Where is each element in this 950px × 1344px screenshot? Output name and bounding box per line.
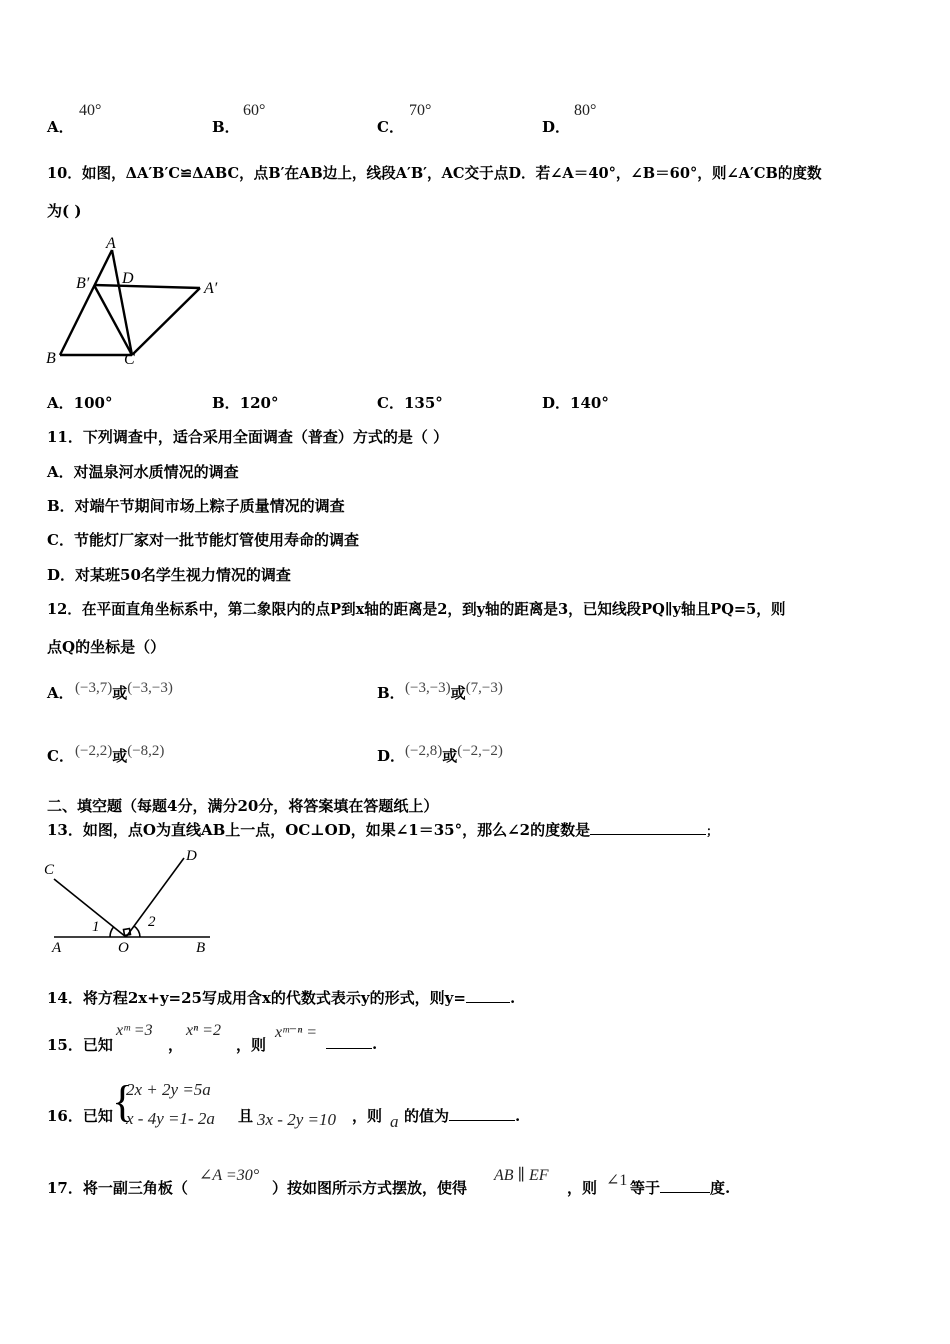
coordinate-first: (−2,2)	[75, 743, 113, 759]
q14-tail: .	[509, 989, 516, 1007]
q16-system-eq1: 2x + 2y =5a	[126, 1080, 211, 1099]
option-letter: A．	[47, 118, 74, 136]
q13-figure	[40, 848, 220, 958]
q15-answer	[326, 1034, 377, 1053]
q9-option-b-value: 60°	[243, 102, 266, 119]
q15-eq1: xᵐ =3	[116, 1022, 153, 1039]
q10-option-c	[377, 392, 443, 413]
q16-and: 且	[238, 1107, 254, 1125]
q17-mid: ）按如图所示方式摆放，使得	[272, 1179, 468, 1197]
q15-expr: xᵐ⁻ⁿ =	[275, 1024, 318, 1041]
q16-tail: .	[515, 1107, 521, 1125]
coordinate-first: (−3,7)	[75, 680, 113, 696]
q12-stem-line2: 点Q的坐标是（）	[47, 638, 166, 656]
coordinate-first: (−2,8)	[405, 743, 443, 759]
q16-answer	[404, 1105, 520, 1126]
label-b: B	[46, 350, 56, 367]
segment-b-prime-a-prime	[94, 285, 200, 288]
q10-option-d	[542, 392, 609, 413]
option-letter: D．	[377, 747, 406, 765]
q10-stem-line2: 为( )	[47, 202, 82, 220]
q12-option-a-answer	[75, 676, 173, 702]
answer-blank[interactable]	[449, 1106, 515, 1121]
q9-option-d	[542, 116, 570, 137]
q16-system-eq2: x - 4y =1- 2a	[126, 1109, 215, 1128]
q16-then: ，则	[352, 1107, 383, 1125]
q10-option-a	[47, 392, 112, 413]
label-o: O	[118, 940, 129, 956]
q10-option-b	[212, 392, 279, 413]
angle-2-arc	[134, 926, 140, 937]
option-letter: D．	[542, 118, 571, 136]
option-letter: B．	[212, 118, 240, 136]
coordinate-second: (−8,2)	[127, 743, 165, 759]
segment-ac	[112, 250, 132, 355]
q15-prefix: 15．已知	[47, 1036, 113, 1054]
q15-then: ，则	[236, 1036, 267, 1054]
q15-comma: ，	[168, 1036, 184, 1054]
q16-var: a	[390, 1112, 399, 1131]
label-d: D	[122, 270, 134, 287]
q12-option-c-answer	[75, 739, 165, 765]
option-value: 140°	[570, 394, 609, 412]
q11-option-d: D．对某班50名学生视力情况的调查	[47, 566, 291, 584]
q13-text: 13．如图，点O为直线AB上一点，OC⊥OD，如果∠1＝35°，那么∠2的度数是	[47, 821, 591, 839]
q14-stem	[47, 987, 515, 1008]
ray-oc	[54, 879, 126, 937]
option-letter: B．	[377, 684, 405, 702]
q13-tail: ；	[706, 824, 719, 838]
q12-option-d	[377, 745, 405, 766]
q10-stem-line1: 10．如图，ΔA′B′C≌ΔABC，点B′在AB边上，线段A′B′，AC交于点D．若∠A＝40°，∠B＝60°，则∠A′CB的度数	[47, 165, 822, 182]
right-angle-mark	[124, 929, 131, 936]
q11-stem: 11．下列调查中，适合采用全面调查（普查）方式的是（ ）	[47, 428, 449, 446]
coordinate-second: (−3,−3)	[127, 680, 173, 696]
or-word: 或	[112, 747, 128, 765]
q16-suffix: 的值为	[404, 1107, 450, 1125]
option-letter: C．	[47, 747, 74, 765]
q17-prefix: 17．将一副三角板（	[47, 1179, 188, 1197]
angle-1-arc	[110, 927, 114, 937]
q17-angle: ∠A =30°	[199, 1167, 260, 1184]
answer-blank[interactable]	[326, 1034, 372, 1049]
q10-figure	[40, 230, 240, 370]
q9-option-c-value: 70°	[409, 102, 432, 119]
q12-option-b	[377, 682, 405, 703]
q9-option-c	[377, 116, 404, 137]
q9-option-d-value: 80°	[574, 102, 597, 119]
option-letter: D．	[542, 394, 571, 412]
option-letter: A．	[47, 684, 74, 702]
q11-option-a: A．对温泉河水质情况的调查	[47, 463, 239, 481]
or-word: 或	[112, 684, 128, 702]
label-angle-1: 1	[92, 919, 100, 935]
answer-blank[interactable]	[466, 988, 510, 1003]
label-c: C	[124, 351, 135, 368]
or-word: 或	[442, 747, 458, 765]
coordinate-first: (−3,−3)	[405, 680, 451, 696]
q17-parallel: AB ∥ EF	[494, 1167, 549, 1184]
label-d: D	[186, 848, 197, 864]
option-value: 120°	[239, 394, 279, 412]
q12-option-a	[47, 682, 74, 703]
or-word: 或	[450, 684, 466, 702]
q12-option-b-answer	[405, 676, 503, 702]
coordinate-second: (7,−3)	[465, 680, 503, 696]
coordinate-second: (−2,−2)	[457, 743, 503, 759]
answer-blank[interactable]	[660, 1178, 710, 1193]
q13-stem	[47, 819, 718, 840]
label-c: C	[44, 862, 55, 878]
q12-stem-line1: 12．在平面直角坐标系中，第二象限内的点P到x轴的距离是2，到y轴的距离是3，已知线段PQ∥y轴且PQ=5，则	[47, 601, 786, 618]
q16-eq3: 3x - 2y =10	[257, 1110, 336, 1129]
q14-text: 14．将方程2x+y=25写成用含x的代数式表示y的形式，则y=	[47, 989, 466, 1007]
q17-angle1: ∠1	[606, 1172, 628, 1189]
q12-option-d-answer	[405, 739, 503, 765]
label-angle-2: 2	[148, 914, 156, 930]
system-brace: {	[112, 1077, 134, 1126]
q9-option-a	[47, 116, 74, 137]
q12-option-c	[47, 745, 74, 766]
option-letter: C．	[377, 394, 404, 412]
option-value: 100°	[73, 394, 113, 412]
q16-prefix: 16．已知	[47, 1107, 113, 1125]
q11-option-c: C．节能灯厂家对一批节能灯管使用寿命的调查	[47, 531, 359, 549]
q9-option-b	[212, 116, 240, 137]
q15-tail: .	[372, 1035, 378, 1053]
label-a: A	[106, 235, 116, 252]
label-b-prime: B′	[76, 275, 90, 292]
q17-then: ，则	[567, 1179, 598, 1197]
label-b: B	[196, 940, 206, 956]
q17-answer	[630, 1177, 730, 1198]
q9-option-a-value: 40°	[79, 102, 102, 119]
option-letter: B．	[212, 394, 240, 412]
q17-suffix: 等于	[630, 1179, 661, 1197]
answer-blank[interactable]	[590, 820, 706, 835]
q11-option-b: B．对端午节期间市场上粽子质量情况的调查	[47, 497, 345, 515]
section-heading: 二、填空题（每题4分，满分20分，将答案填在答题纸上）	[47, 797, 439, 815]
label-a: A	[52, 940, 62, 956]
option-letter: A．	[47, 394, 74, 412]
segment-a-prime-c	[132, 288, 200, 355]
label-a-prime: A′	[204, 280, 218, 297]
q17-tail: 度.	[710, 1179, 731, 1197]
q15-eq2: xⁿ =2	[186, 1022, 221, 1039]
option-value: 135°	[403, 394, 443, 412]
option-letter: C．	[377, 118, 404, 136]
